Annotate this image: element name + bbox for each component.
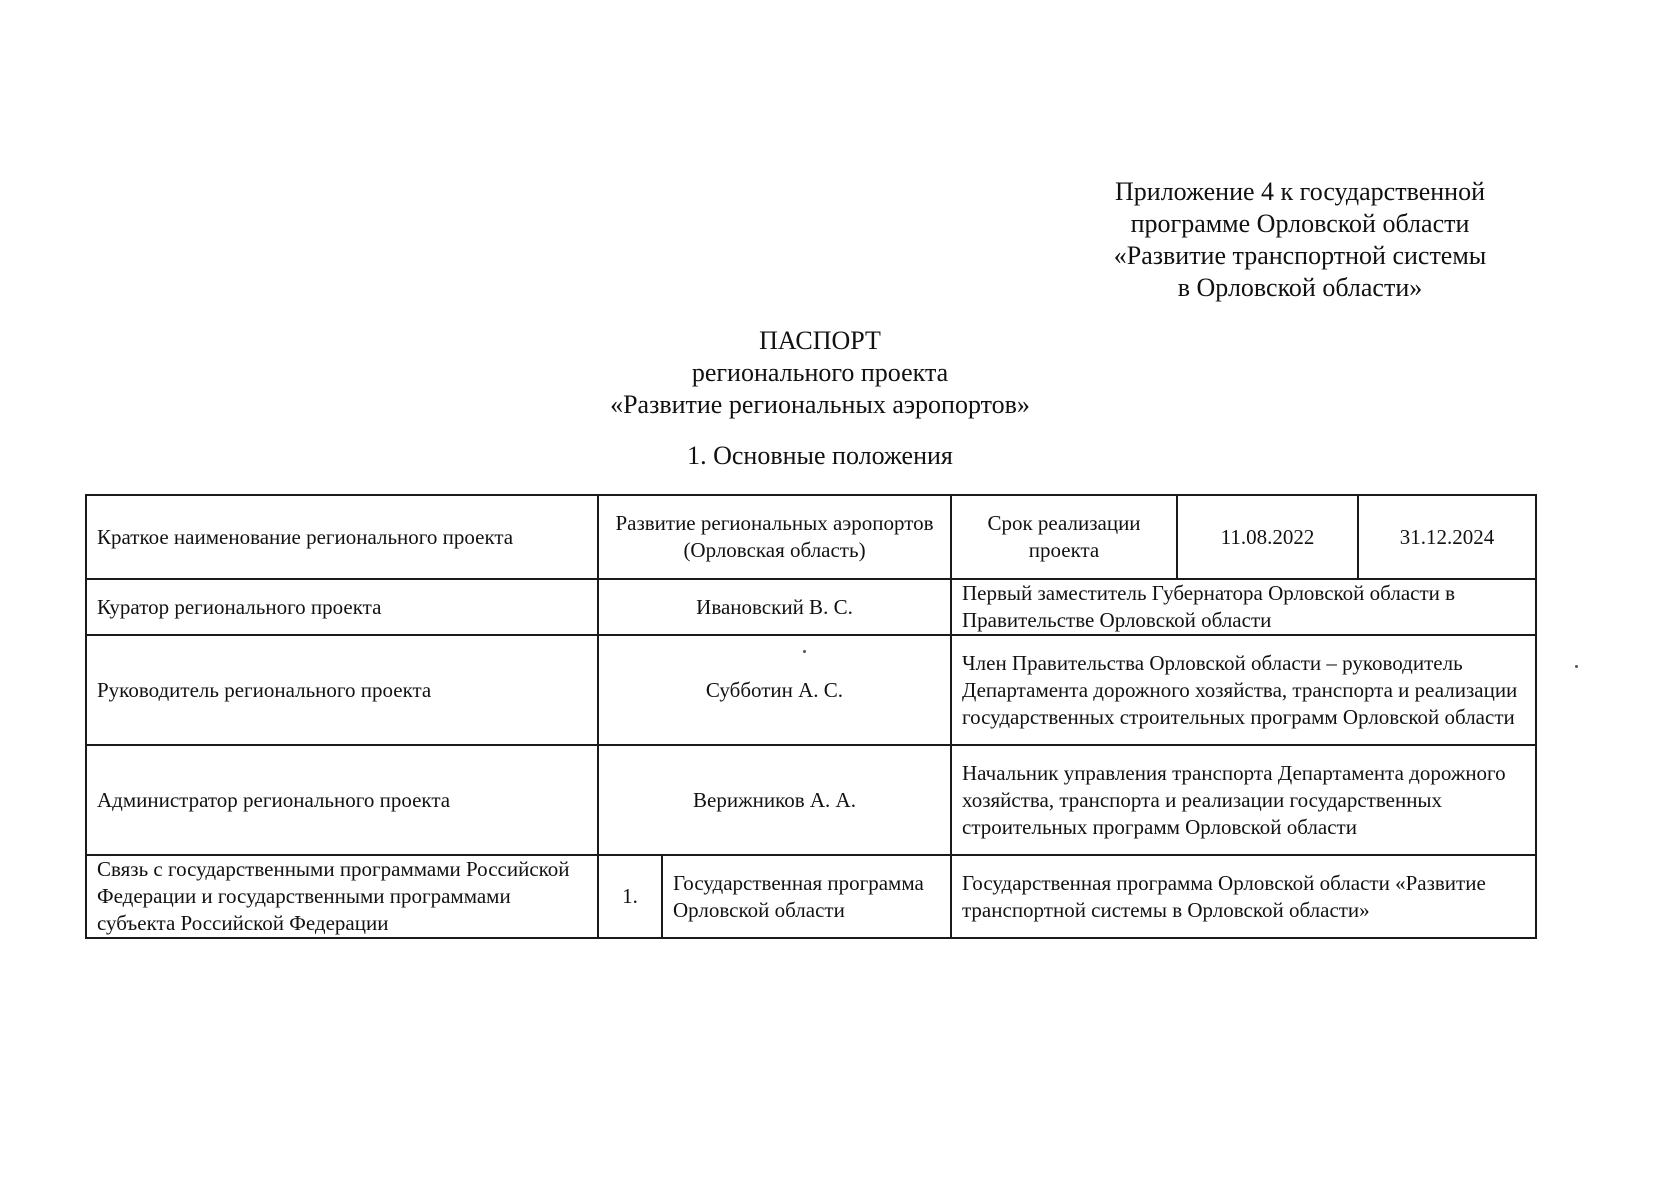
start-date: 11.08.2022: [1177, 495, 1358, 579]
table-row: [86, 579, 1536, 635]
table-row: [86, 635, 1536, 745]
program-type: Государственная программа Орловской области: [662, 855, 951, 938]
curator-name: Ивановский В. С.: [598, 579, 951, 635]
project-info-table: [85, 494, 1537, 939]
administrator-position: Начальник управления транспорта Департамента дорожного хозяйства, транспорта и реализации государственных строительных программ Орловской области: [951, 745, 1536, 855]
table-row: [86, 495, 1536, 579]
appendix-line: программе Орловской области: [1130, 209, 1470, 238]
scan-speck: [1575, 665, 1578, 668]
program-name: Государственная программа Орловской области «Развитие транспортной системы в Орловской области»: [951, 855, 1536, 938]
administrator-label: Администратор регионального проекта: [86, 745, 598, 855]
passport-title: ПАСПОРТ: [759, 326, 881, 355]
administrator-name: Верижников А. А.: [598, 745, 951, 855]
table-row: [86, 855, 1536, 938]
head-position: Член Правительства Орловской области – руководитель Департамента дорожного хозяйства, транспорта и реализации государственных строительных программ Орловской области: [951, 635, 1536, 745]
table-row: [86, 745, 1536, 855]
appendix-line: «Развитие транспортной системы: [1113, 241, 1487, 270]
appendix-note: [1090, 176, 1510, 304]
program-number: 1.: [598, 855, 662, 938]
appendix-line: Приложение 4 к государственной: [1115, 177, 1485, 206]
programs-link-label: Связь с государственными программами Российской Федерации и государственными программами субъекта Российской Федерации: [86, 855, 598, 938]
head-name: Субботин А. С.: [598, 635, 951, 745]
passport-heading: [520, 325, 1120, 421]
curator-label: Куратор регионального проекта: [86, 579, 598, 635]
scan-speck: [803, 650, 806, 653]
end-date: 31.12.2024: [1358, 495, 1536, 579]
short-name-value: Развитие региональных аэропортов (Орловская область): [598, 495, 951, 579]
passport-project-name: «Развитие региональных аэропортов»: [610, 390, 1030, 419]
curator-position: Первый заместитель Губернатора Орловской области в Правительстве Орловской области: [951, 579, 1536, 635]
short-name-label: Краткое наименование регионального проекта: [86, 495, 598, 579]
passport-subtitle: регионального проекта: [691, 358, 949, 387]
term-label: Срок реализации проекта: [951, 495, 1177, 579]
appendix-line: в Орловской области»: [1177, 273, 1423, 302]
head-label: Руководитель регионального проекта: [86, 635, 598, 745]
section-title: 1. Основные положения: [687, 441, 953, 470]
